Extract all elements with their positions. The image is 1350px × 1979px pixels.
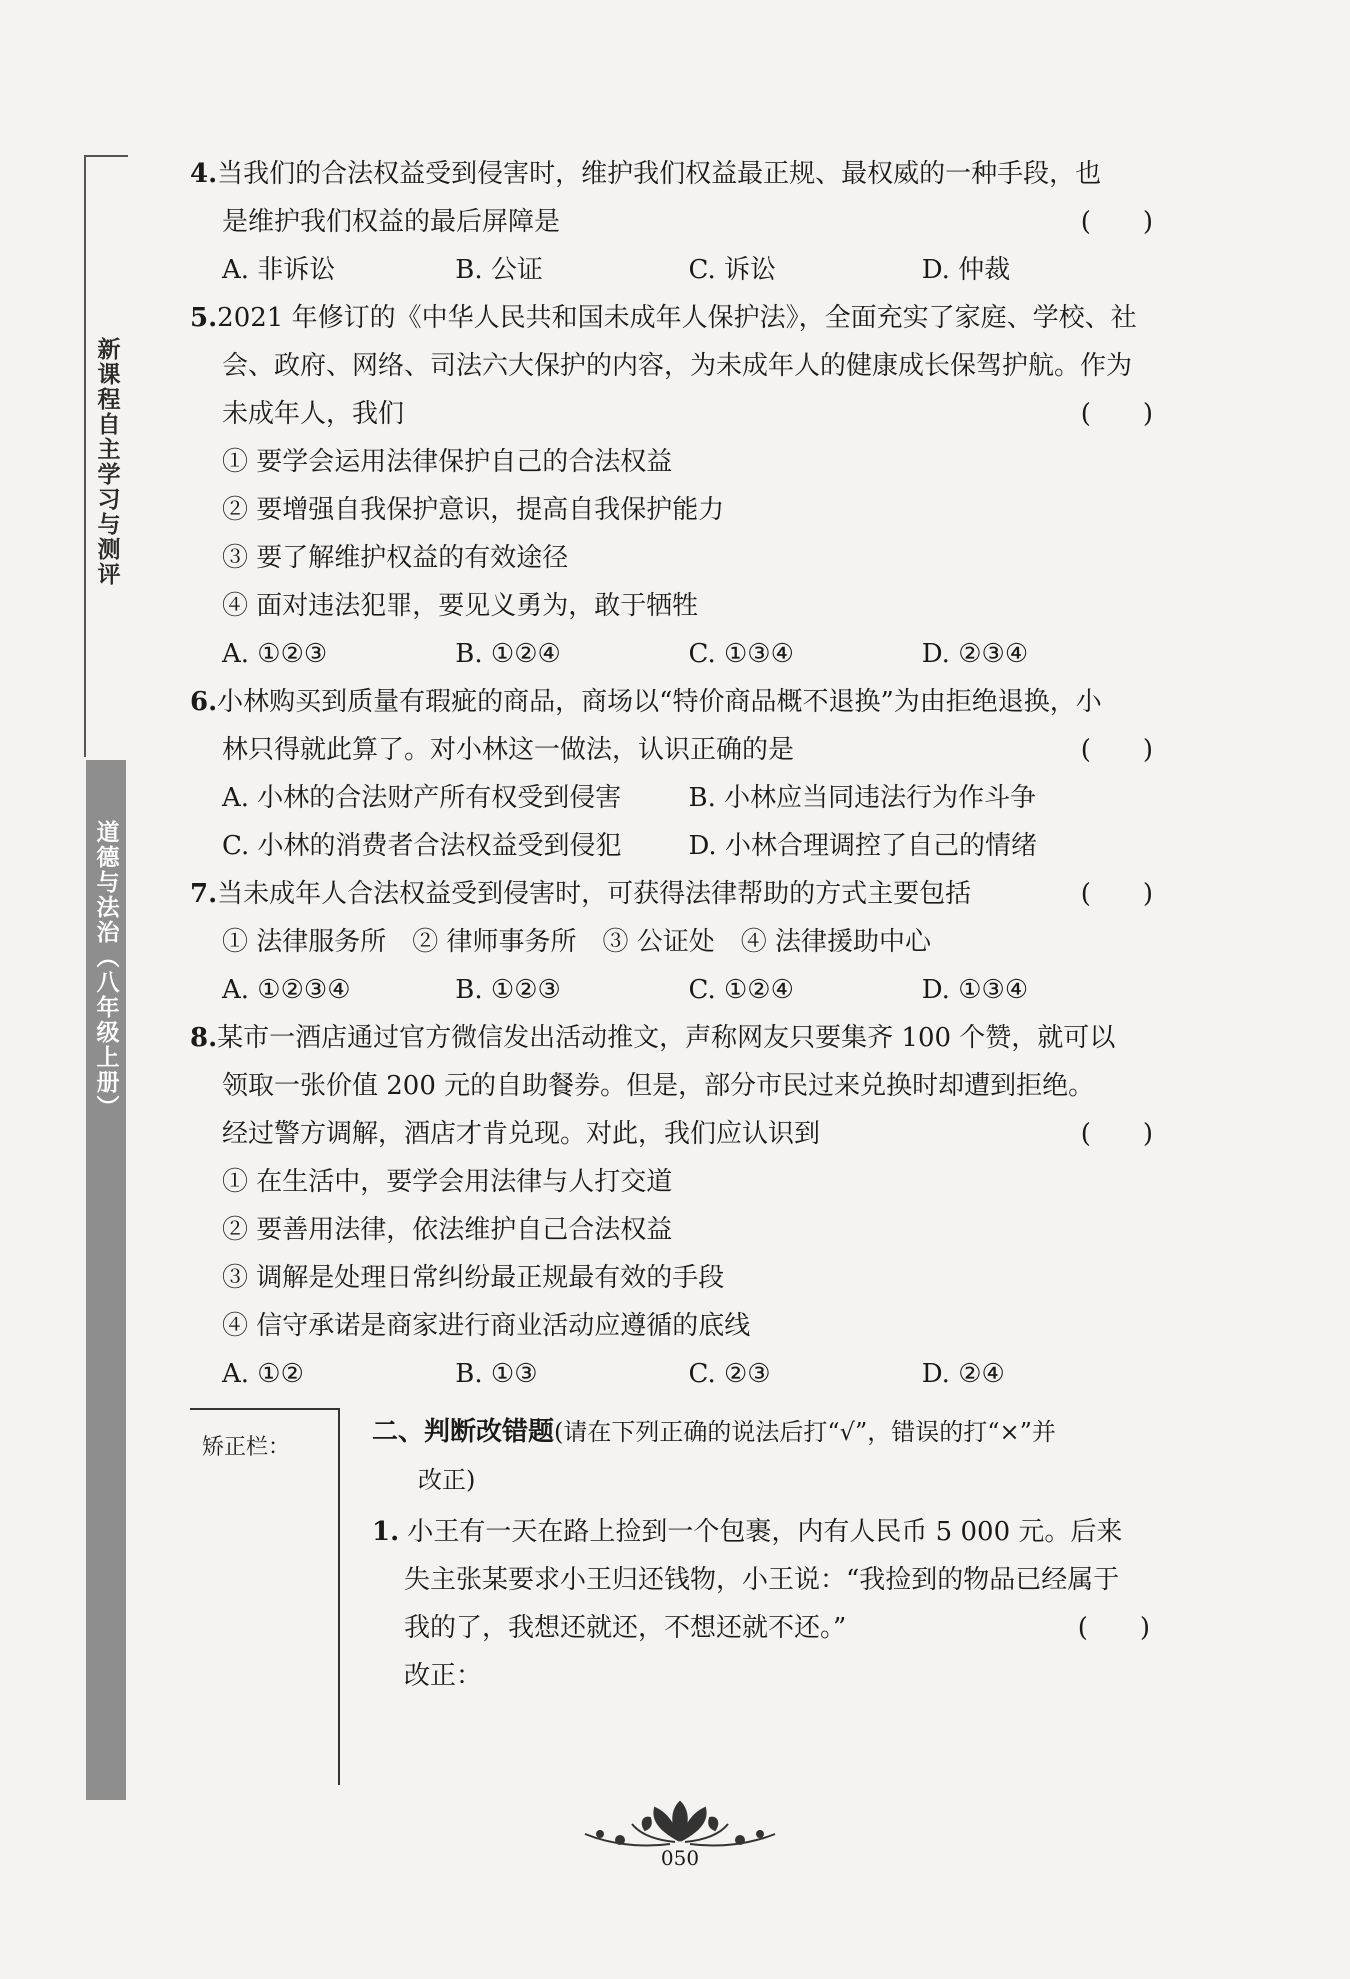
option-d[interactable]: D. 仲裁 bbox=[921, 255, 1011, 285]
correction-label: 矫正栏： bbox=[202, 1435, 291, 1460]
page-footer bbox=[560, 1800, 800, 1880]
question-line: 林只得就此算了。对小林这一做法，认识正确的是 bbox=[222, 735, 795, 765]
option-c[interactable]: C. ①②④ bbox=[688, 975, 794, 1005]
question-line: 某市一酒店通过官方微信发出活动推文，声称网友只要集齐 100 个赞，就可以 bbox=[217, 1023, 1116, 1053]
question-line: 领取一张价值 200 元的自助餐券。但是，部分市民过来兑换时却遭到拒绝。 bbox=[222, 1071, 1095, 1101]
question-line: 是维护我们权益的最后屏障是 bbox=[222, 207, 561, 237]
section-instruction: (请在下列正确的说法后打“√”，错误的打“×”并 bbox=[554, 1418, 1056, 1446]
question-line: 经过警方调解，酒店才肯兑现。对此，我们应认识到 bbox=[222, 1119, 821, 1149]
option-a[interactable]: A. ①②③④ bbox=[222, 975, 351, 1005]
option-d[interactable]: D. ①③④ bbox=[921, 975, 1029, 1005]
question-number: 7. bbox=[190, 879, 218, 909]
statement-4: ④ 信守承诺是商家进行商业活动应遵循的底线 bbox=[222, 1311, 751, 1341]
question-7 bbox=[190, 870, 1155, 1014]
option-a[interactable]: A. 小林的合法财产所有权受到侵害 bbox=[222, 783, 622, 813]
question-6 bbox=[190, 678, 1155, 870]
subject-label: 道德与法治（八年级上册） bbox=[92, 820, 119, 1120]
question-5 bbox=[190, 294, 1155, 678]
question-line: 当我们的合法权益受到侵害时，维护我们权益最正规、最权威的一种手段，也 bbox=[217, 159, 1102, 189]
question-number: 4. bbox=[190, 159, 218, 189]
book-title-label: 新课程自主学习与测评 bbox=[93, 337, 120, 587]
question-line: 会、政府、网络、司法六大保护的内容，为未成年人的健康成长保驾护航。作为 bbox=[222, 351, 1133, 381]
question-number: 1. bbox=[372, 1517, 400, 1547]
correction-column[interactable] bbox=[190, 1408, 340, 1785]
option-c[interactable]: C. 诉讼 bbox=[688, 255, 776, 285]
answer-blank[interactable]: ( ) bbox=[1080, 207, 1153, 237]
option-row bbox=[190, 630, 1155, 678]
judgment-section bbox=[190, 1408, 1155, 1788]
option-a[interactable]: A. 非诉讼 bbox=[222, 255, 336, 285]
statement-1: ① 要学会运用法律保护自己的合法权益 bbox=[222, 447, 673, 477]
question-line: 当未成年人合法权益受到侵害时，可获得法律帮助的方式主要包括 bbox=[217, 879, 972, 909]
page-number: 050 bbox=[660, 1846, 700, 1870]
option-b[interactable]: B. 小林应当同违法行为作斗争 bbox=[688, 783, 1037, 813]
option-b[interactable]: B. 公证 bbox=[455, 255, 543, 285]
question-4 bbox=[190, 150, 1155, 294]
judgment-item-1 bbox=[372, 1508, 1152, 1556]
option-row bbox=[190, 966, 1155, 1014]
option-a[interactable]: A. ①②③ bbox=[222, 639, 328, 669]
floral-ornament-icon bbox=[560, 1800, 800, 1850]
option-row bbox=[190, 246, 1155, 294]
question-line: 2021 年修订的《中华人民共和国未成年人保护法》，全面充实了家庭、学校、社 bbox=[217, 303, 1137, 333]
option-d[interactable]: D. ②③④ bbox=[921, 639, 1029, 669]
answer-blank[interactable]: ( ) bbox=[1080, 735, 1153, 765]
question-number: 6. bbox=[190, 687, 218, 717]
question-number: 8. bbox=[190, 1023, 218, 1053]
option-b[interactable]: B. ①②③ bbox=[455, 975, 561, 1005]
question-number: 5. bbox=[190, 303, 218, 333]
answer-blank[interactable]: ( ) bbox=[1077, 1613, 1150, 1643]
statement-1: ① 在生活中，要学会用法律与人打交道 bbox=[222, 1167, 673, 1197]
answer-blank[interactable]: ( ) bbox=[1080, 1119, 1153, 1149]
section-title: 二、判断改错题 bbox=[372, 1417, 555, 1447]
sidebar-book-title bbox=[84, 155, 128, 757]
answer-blank[interactable]: ( ) bbox=[1080, 879, 1153, 909]
question-8 bbox=[190, 1014, 1155, 1398]
question-line: 未成年人，我们 bbox=[222, 399, 405, 429]
statement-2: ② 要善用法律，依法维护自己合法权益 bbox=[222, 1215, 673, 1245]
option-c[interactable]: C. ②③ bbox=[688, 1359, 771, 1389]
correction-prompt[interactable]: 改正： bbox=[404, 1661, 483, 1691]
statement-list: ① 法律服务所 ② 律师事务所 ③ 公证处 ④ 法律援助中心 bbox=[222, 927, 932, 957]
question-list bbox=[190, 150, 1155, 1398]
question-line: 失主张某要求小王归还钱物，小王说：“我捡到的物品已经属于 bbox=[404, 1565, 1120, 1595]
option-c[interactable]: C. 小林的消费者合法权益受到侵犯 bbox=[222, 831, 622, 861]
question-line: 我的了，我想还就还，不想还就不还。” bbox=[404, 1613, 847, 1643]
option-row bbox=[190, 1350, 1155, 1398]
section-instruction-cont: 改正) bbox=[418, 1466, 476, 1494]
option-d[interactable]: D. 小林合理调控了自己的情绪 bbox=[688, 831, 1037, 861]
statement-2: ② 要增强自我保护意识，提高自我保护能力 bbox=[222, 495, 725, 525]
statement-4: ④ 面对违法犯罪，要见义勇为，敢于牺牲 bbox=[222, 591, 699, 621]
question-line: 小林购买到质量有瑕疵的商品，商场以“特价商品概不退换”为由拒绝退换，小 bbox=[217, 687, 1102, 717]
option-grid bbox=[190, 774, 1155, 870]
statement-3: ③ 要了解维护权益的有效途径 bbox=[222, 543, 569, 573]
option-b[interactable]: B. ①③ bbox=[455, 1359, 538, 1389]
answer-blank[interactable]: ( ) bbox=[1080, 399, 1153, 429]
sidebar-subject-tab bbox=[86, 760, 126, 1800]
option-d[interactable]: D. ②④ bbox=[921, 1359, 1005, 1389]
option-a[interactable]: A. ①② bbox=[222, 1359, 304, 1389]
option-c[interactable]: C. ①③④ bbox=[688, 639, 794, 669]
option-b[interactable]: B. ①②④ bbox=[455, 639, 561, 669]
question-line: 小王有一天在路上捡到一个包裹，内有人民币 5 000 元。后来 bbox=[407, 1517, 1123, 1547]
statement-3: ③ 调解是处理日常纠纷最正规最有效的手段 bbox=[222, 1263, 725, 1293]
